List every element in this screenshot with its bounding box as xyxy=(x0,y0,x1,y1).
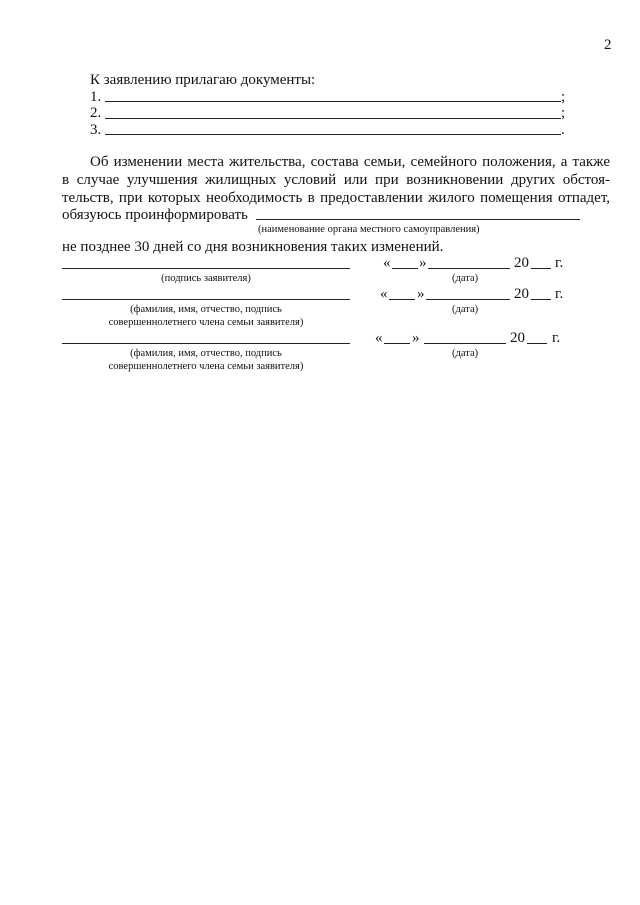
month-line xyxy=(426,299,510,300)
year-suffix: г. xyxy=(555,255,564,271)
page-number: 2 xyxy=(604,37,612,53)
year-suffix: г. xyxy=(555,286,564,302)
year-line xyxy=(527,343,547,344)
date-open-quote: « xyxy=(375,330,383,346)
paragraph-line: тельств, при которых необходимость в предоставлении жилого помещения отпадет, xyxy=(62,190,610,206)
signature-caption: совершеннолетнего члена семьи заявителя) xyxy=(108,361,304,372)
year-line xyxy=(531,299,551,300)
attachments-heading: К заявлению прилагаю документы: xyxy=(90,72,316,88)
date-close-quote: » xyxy=(419,255,427,271)
signature-line xyxy=(62,268,350,269)
year-prefix: 20 xyxy=(510,330,525,346)
attachment-line xyxy=(105,134,561,135)
attachment-number: 3. xyxy=(90,122,102,138)
date-close-quote: » xyxy=(417,286,425,302)
signature-caption: совершеннолетнего члена семьи заявителя) xyxy=(108,317,304,328)
signature-line xyxy=(62,299,350,300)
paragraph-line: в случае улучшения жилищных условий или при возникновении других обстоя- xyxy=(62,172,610,188)
attachment-line xyxy=(105,118,561,119)
date-caption: (дата) xyxy=(452,304,479,315)
year-line xyxy=(531,268,551,269)
organ-name-line xyxy=(256,219,580,220)
month-line xyxy=(424,343,506,344)
day-line xyxy=(392,268,418,269)
year-prefix: 20 xyxy=(514,255,529,271)
paragraph-line: обязуюсь проинформировать xyxy=(62,207,248,223)
day-line xyxy=(384,343,410,344)
organ-name-caption: (наименование органа местного самоуправления) xyxy=(258,224,480,235)
date-close-quote: » xyxy=(412,330,420,346)
date-caption: (дата) xyxy=(452,348,479,359)
date-open-quote: « xyxy=(383,255,391,271)
year-suffix: г. xyxy=(552,330,561,346)
signature-caption: (подпись заявителя) xyxy=(161,273,251,284)
month-line xyxy=(428,268,510,269)
paragraph-line: Об изменении места жительства, состава семьи, семейного положения, а также xyxy=(90,154,610,170)
attachment-number: 1. xyxy=(90,89,102,105)
signature-line xyxy=(62,343,350,344)
attachment-line xyxy=(105,101,561,102)
signature-caption: (фамилия, имя, отчество, подпись xyxy=(130,304,282,315)
signature-caption: (фамилия, имя, отчество, подпись xyxy=(130,348,282,359)
paragraph-line: не позднее 30 дней со дня возникновения таких изменений. xyxy=(62,239,444,255)
attachment-end-mark: . xyxy=(561,122,565,138)
year-prefix: 20 xyxy=(514,286,529,302)
date-open-quote: « xyxy=(380,286,388,302)
day-line xyxy=(389,299,415,300)
attachment-number: 2. xyxy=(90,105,102,121)
date-caption: (дата) xyxy=(452,273,479,284)
attachment-end-mark: ; xyxy=(561,105,566,121)
attachment-end-mark: ; xyxy=(561,89,566,105)
